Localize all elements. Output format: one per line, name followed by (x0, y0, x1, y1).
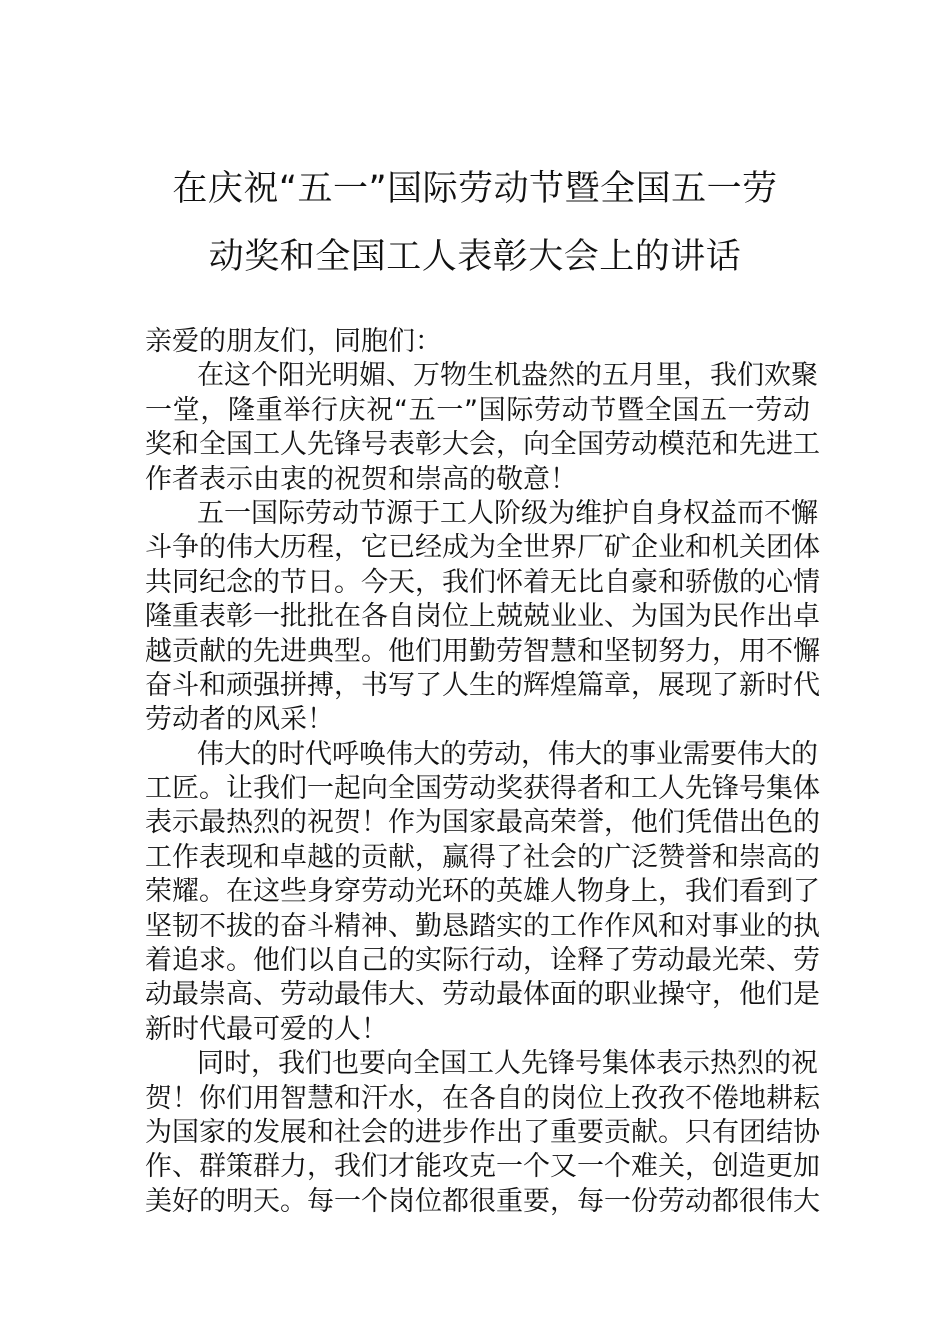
paragraph-line: 荣耀。在这些身穿劳动光环的英雄人物身上，我们看到了 (145, 876, 820, 908)
paragraph-line: 工作表现和卓越的贡献，赢得了社会的广泛赞誉和崇高的 (145, 841, 820, 873)
document-title-line-2: 动奖和全国工人表彰大会上的讲话 (208, 237, 742, 277)
paragraph-line: 工匠。让我们一起向全国劳动奖获得者和工人先锋号集体 (145, 773, 820, 805)
paragraph-line: 着追求。他们以自己的实际行动，诠释了劳动最光荣、劳 (145, 945, 820, 977)
paragraph-1 (145, 359, 820, 497)
paragraph-line: 贺！你们用智慧和汗水，在各自的岗位上孜孜不倦地耕耘 (145, 1082, 820, 1114)
paragraph-line: 越贡献的先进典型。他们用勤劳智慧和坚韧努力，用不懈 (145, 635, 820, 667)
document-body (145, 325, 820, 1219)
paragraph-line: 表示最热烈的祝贺！作为国家最高荣誉，他们凭借出色的 (145, 807, 820, 839)
paragraph-3 (145, 738, 820, 1048)
paragraph-line: 劳动者的风采！ (145, 704, 334, 736)
paragraph-line: 美好的明天。每一个岗位都很重要，每一份劳动都很伟大 (145, 1185, 820, 1217)
paragraph-line: 斗争的伟大历程，它已经成为全世界厂矿企业和机关团体 (145, 532, 820, 564)
paragraph-line: 动最崇高、劳动最伟大、劳动最体面的职业操守，他们是 (145, 979, 820, 1011)
paragraph-line: 奋斗和顽强拼搏，书写了人生的辉煌篇章，展现了新时代 (145, 669, 820, 701)
paragraph-line: 伟大的时代呼唤伟大的劳动，伟大的事业需要伟大的 (197, 738, 818, 770)
paragraph-line: 奖和全国工人先锋号表彰大会，向全国劳动模范和先进工 (145, 429, 820, 461)
salutation: 亲爱的朋友们，同胞们： (145, 326, 442, 357)
document-title-line-1: 在庆祝“五一”国际劳动节暨全国五一劳 (172, 169, 778, 209)
paragraph-line: 为国家的发展和社会的进步作出了重要贡献。只有团结协 (145, 1116, 820, 1148)
paragraph-4 (145, 1047, 820, 1219)
paragraph-line: 一堂，隆重举行庆祝“五一”国际劳动节暨全国五一劳动 (145, 394, 810, 426)
paragraph-line: 作者表示由衷的祝贺和崇高的敬意！ (145, 463, 577, 495)
paragraph-line: 隆重表彰一批批在各自岗位上兢兢业业、为国为民作出卓 (145, 601, 820, 633)
paragraph-2 (145, 497, 820, 738)
paragraph-line: 作、群策群力，我们才能攻克一个又一个难关，创造更加 (145, 1151, 820, 1183)
paragraph-line: 五一国际劳动节源于工人阶级为维护自身权益而不懈 (197, 497, 818, 529)
paragraph-line: 坚韧不拔的奋斗精神、勤恳踏实的工作作风和对事业的执 (145, 910, 820, 942)
paragraph-line: 共同纪念的节日。今天，我们怀着无比自豪和骄傲的心情 (145, 566, 820, 598)
paragraph-line: 新时代最可爱的人！ (145, 1013, 388, 1045)
paragraph-line: 在这个阳光明媚、万物生机盎然的五月里，我们欢聚 (197, 360, 818, 392)
paragraph-line: 同时，我们也要向全国工人先锋号集体表示热烈的祝 (197, 1048, 818, 1080)
